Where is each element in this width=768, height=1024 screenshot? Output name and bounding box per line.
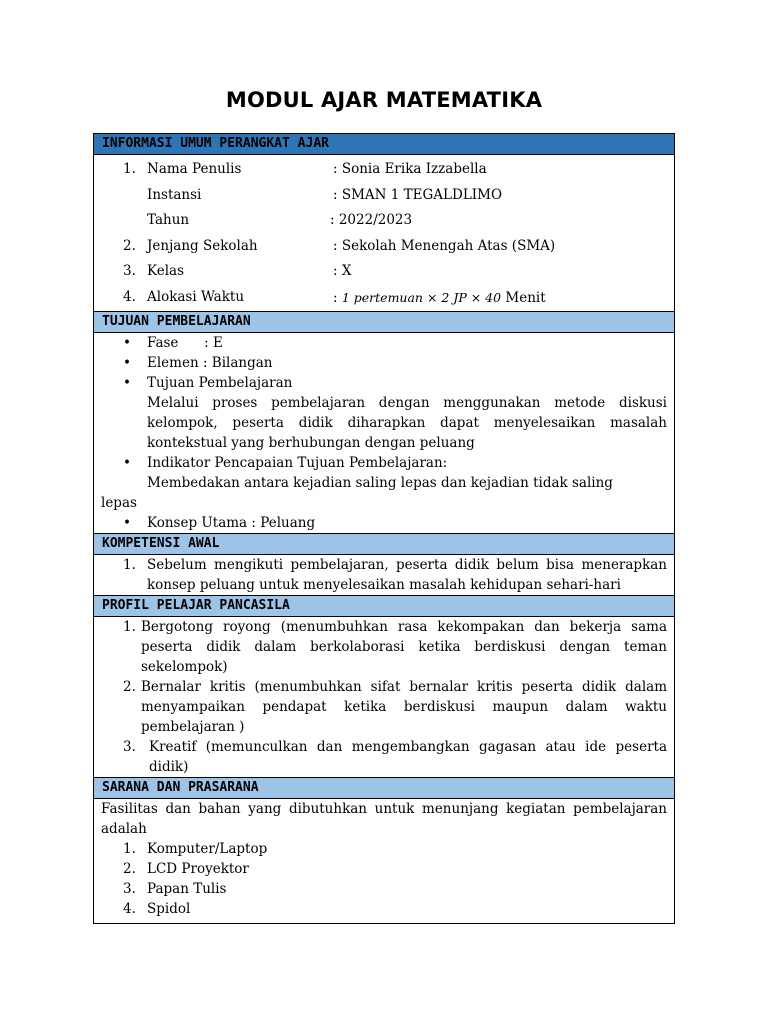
tujuan-description: Melalui proses pembelajaran dengan menggunakan metode diskusi kelompok, peserta didik diharapkan dapat menyelesaikan masalah kontekstual yang berhubungan dengan peluang (147, 394, 667, 451)
list-item-fase (101, 333, 667, 353)
item-number: 3. (123, 880, 136, 897)
indikator-description-line-1: Membedakan antara kejadian saling lepas dan kejadian tidak saling (147, 474, 613, 491)
time-formula: 1 pertemuan × 2 JP × 40 (341, 289, 502, 305)
row-label: Alokasi Waktu (147, 288, 245, 305)
section-tujuan-pembelajaran (94, 333, 674, 533)
item-number: 1. (123, 618, 136, 635)
info-row-nama-penulis (101, 157, 667, 183)
row-value: : Sekolah Menengah Atas (SMA) (333, 237, 556, 254)
row-number: 2. (123, 237, 136, 254)
list-item (101, 737, 667, 777)
elemen-text: Elemen : Bilangan (147, 354, 273, 371)
row-label: Kelas (147, 263, 185, 280)
row-value: : X (333, 263, 352, 280)
info-row-instansi (101, 183, 667, 209)
list-item (101, 879, 667, 899)
indikator-label: Indikator Pencapaian Tujuan Pembelajaran: (147, 454, 448, 471)
row-value: : Sonia Erika Izzabella (333, 161, 487, 177)
bullet-icon: • (123, 354, 131, 371)
module-table (93, 133, 675, 924)
item-text: Bernalar kritis (menumbuhkan sifat bernalar kritis peserta didik dalam menyampaikan pendapat ketika berdiskusi maupun dalam waktu pembelajaran ) (141, 678, 667, 735)
row-number: 3. (123, 263, 136, 280)
row-number: 4. (123, 288, 136, 305)
section-header-tujuan-pembelajaran: TUJUAN PEMBELAJARAN (94, 311, 674, 333)
section-header-sarana-prasarana: SARANA DAN PRASARANA (94, 777, 674, 799)
list-item-tujuan (101, 373, 667, 393)
row-number: 1. (123, 161, 136, 177)
item-number: 3. (123, 738, 136, 755)
section-profil-pelajar (94, 617, 674, 777)
section-header-profil-pelajar: PROFIL PELAJAR PANCASILA (94, 595, 674, 617)
item-number: 2. (123, 678, 136, 695)
item-text: Papan Tulis (147, 880, 227, 897)
item-number: 1. (123, 556, 136, 573)
item-text: Bergotong royong (menumbuhkan rasa kekompakan dan bekerja sama peserta didik dalam berkolaborasi ketika berdiskusi dengan teman sekelompok) (141, 618, 667, 675)
value-unit: Menit (505, 289, 546, 306)
info-row-kelas (101, 259, 667, 285)
indikator-description-line-2: lepas (101, 494, 137, 511)
list-item (101, 899, 667, 919)
bullet-icon: • (123, 514, 131, 531)
item-text: Komputer/Laptop (147, 840, 268, 857)
row-label: Nama Penulis (147, 161, 242, 177)
list-item-indikator (101, 453, 667, 473)
item-number: 2. (123, 860, 136, 877)
section-sarana-prasarana (94, 799, 674, 923)
section-header-kompetensi-awal: KOMPETENSI AWAL (94, 533, 674, 555)
item-number: 1. (123, 840, 136, 857)
row-value (333, 285, 546, 312)
row-value: : SMAN 1 TEGALDLIMO (333, 186, 503, 203)
item-text: LCD Proyektor (147, 860, 249, 877)
list-item-konsep (101, 513, 667, 533)
info-row-tahun (101, 208, 667, 234)
bullet-icon: • (123, 334, 131, 351)
list-item (101, 677, 667, 737)
konsep-text: Konsep Utama : Peluang (147, 514, 316, 531)
row-label: Instansi (147, 186, 202, 203)
list-item (101, 617, 667, 677)
list-item (101, 555, 667, 595)
bullet-icon: • (123, 454, 131, 471)
sarana-intro: Fasilitas dan bahan yang dibutuhkan untuk menunjang kegiatan pembelajaran adalah (101, 800, 667, 837)
document-title: MODUL AJAR MATEMATIKA (225, 88, 543, 112)
info-row-jenjang-sekolah (101, 234, 667, 260)
row-label: Jenjang Sekolah (147, 237, 258, 254)
value-colon: : (333, 289, 338, 306)
info-row-alokasi-waktu (101, 285, 667, 311)
list-item (101, 839, 667, 859)
row-value: : 2022/2023 (330, 212, 413, 229)
row-label: Tahun (147, 212, 190, 229)
item-text: Kreatif (memunculkan dan mengembangkan gagasan atau ide peserta didik) (149, 738, 667, 775)
section-kompetensi-awal (94, 555, 674, 595)
section-informasi-umum (94, 155, 674, 311)
tujuan-label: Tujuan Pembelajaran (147, 374, 293, 391)
list-item-elemen (101, 353, 667, 373)
bullet-icon: • (123, 374, 131, 391)
list-item (101, 859, 667, 879)
item-text: Sebelum mengikuti pembelajaran, peserta didik belum bisa menerapkan konsep peluang untuk menyelesaikan masalah kehidupan sehari-hari (147, 556, 667, 593)
fase-text: Fase : E (147, 334, 223, 351)
item-number: 4. (123, 900, 136, 917)
section-header-informasi-umum: INFORMASI UMUM PERANGKAT AJAR (94, 134, 674, 155)
item-text: Spidol (147, 900, 191, 917)
